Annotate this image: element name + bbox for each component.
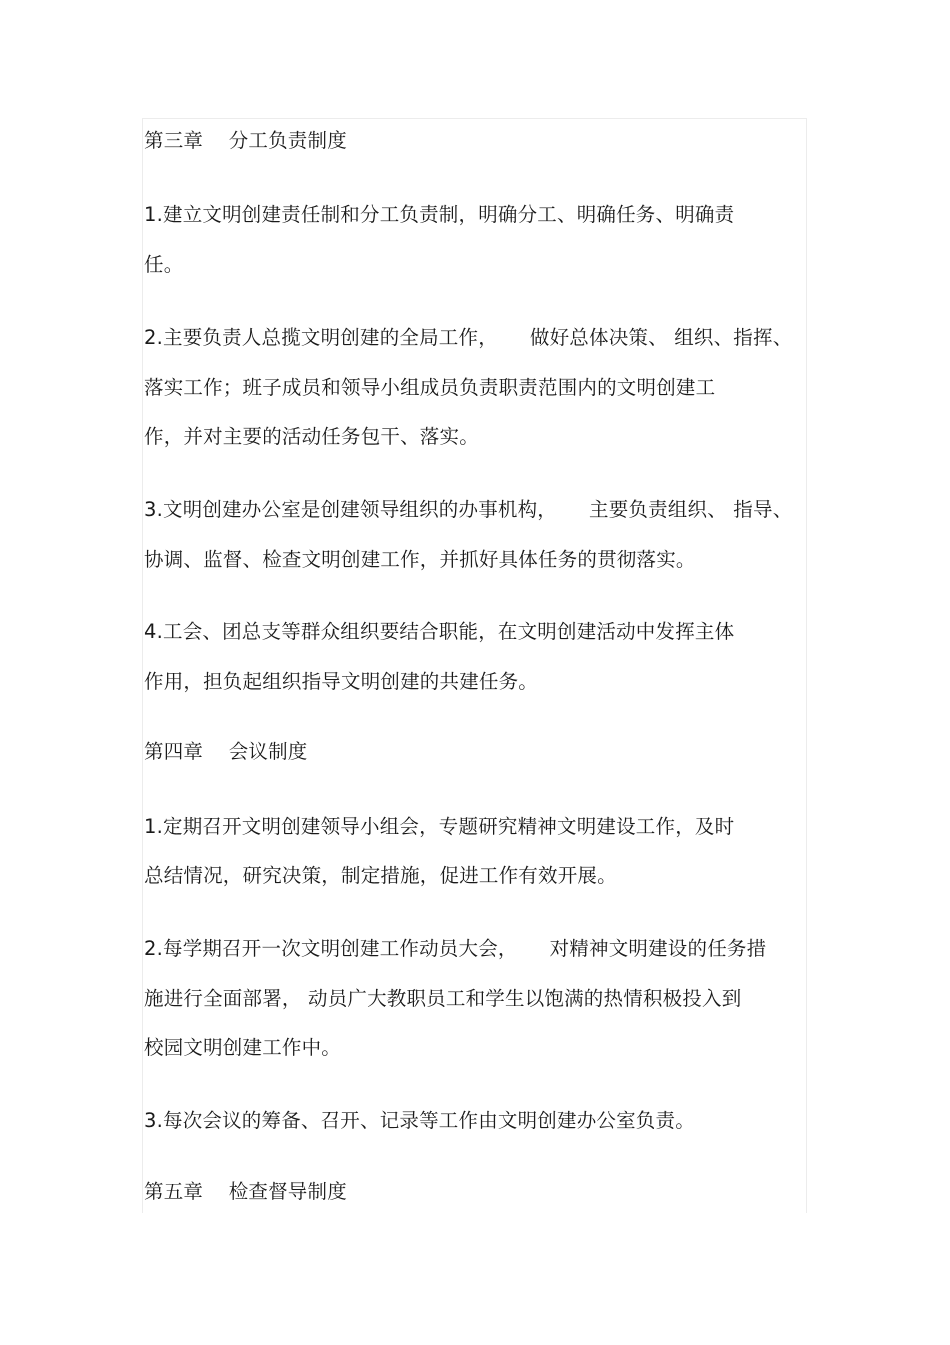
paragraph-line: 2.主要负责人总揽文明创建的全局工作， 做好总体决策、 组织、指挥、 xyxy=(144,326,793,349)
paragraph-line: 2.每学期召开一次文明创建工作动员大会， 对精神文明建设的任务措 xyxy=(144,937,767,960)
paragraph-line: 3.文明创建办公室是创建领导组织的办事机构， 主要负责组织、 指导、 xyxy=(144,498,793,521)
paragraph-line: 任。 xyxy=(144,253,184,276)
chapter-heading: 第三章 分工负责制度 xyxy=(144,129,347,152)
paragraph-line: 1.建立文明创建责任制和分工负责制，明确分工、明确任务、明确责 xyxy=(144,203,735,226)
paragraph-line: 落实工作；班子成员和领导小组成员负责职责范围内的文明创建工 xyxy=(144,376,716,399)
paragraph-line: 施进行全面部署， 动员广大教职员工和学生以饱满的热情积极投入到 xyxy=(144,987,742,1010)
paragraph-line: 校园文明创建工作中。 xyxy=(144,1036,342,1059)
paragraph-line: 总结情况，研究决策，制定措施，促进工作有效开展。 xyxy=(144,864,617,887)
paragraph-line: 作，并对主要的活动任务包干、落实。 xyxy=(144,425,479,448)
chapter-heading: 第五章 检查督导制度 xyxy=(144,1180,347,1203)
paragraph-line: 作用，担负起组织指导文明创建的共建任务。 xyxy=(144,670,539,693)
paragraph-line: 4.工会、团总支等群众组织要结合职能，在文明创建活动中发挥主体 xyxy=(144,620,735,643)
paragraph-line: 1.定期召开文明创建领导小组会，专题研究精神文明建设工作，及时 xyxy=(144,815,735,838)
chapter-heading: 第四章 会议制度 xyxy=(144,740,308,763)
paragraph-line: 协调、监督、检查文明创建工作，并抓好具体任务的贯彻落实。 xyxy=(144,548,696,571)
paragraph-line: 3.每次会议的筹备、召开、记录等工作由文明创建办公室负责。 xyxy=(144,1109,695,1132)
